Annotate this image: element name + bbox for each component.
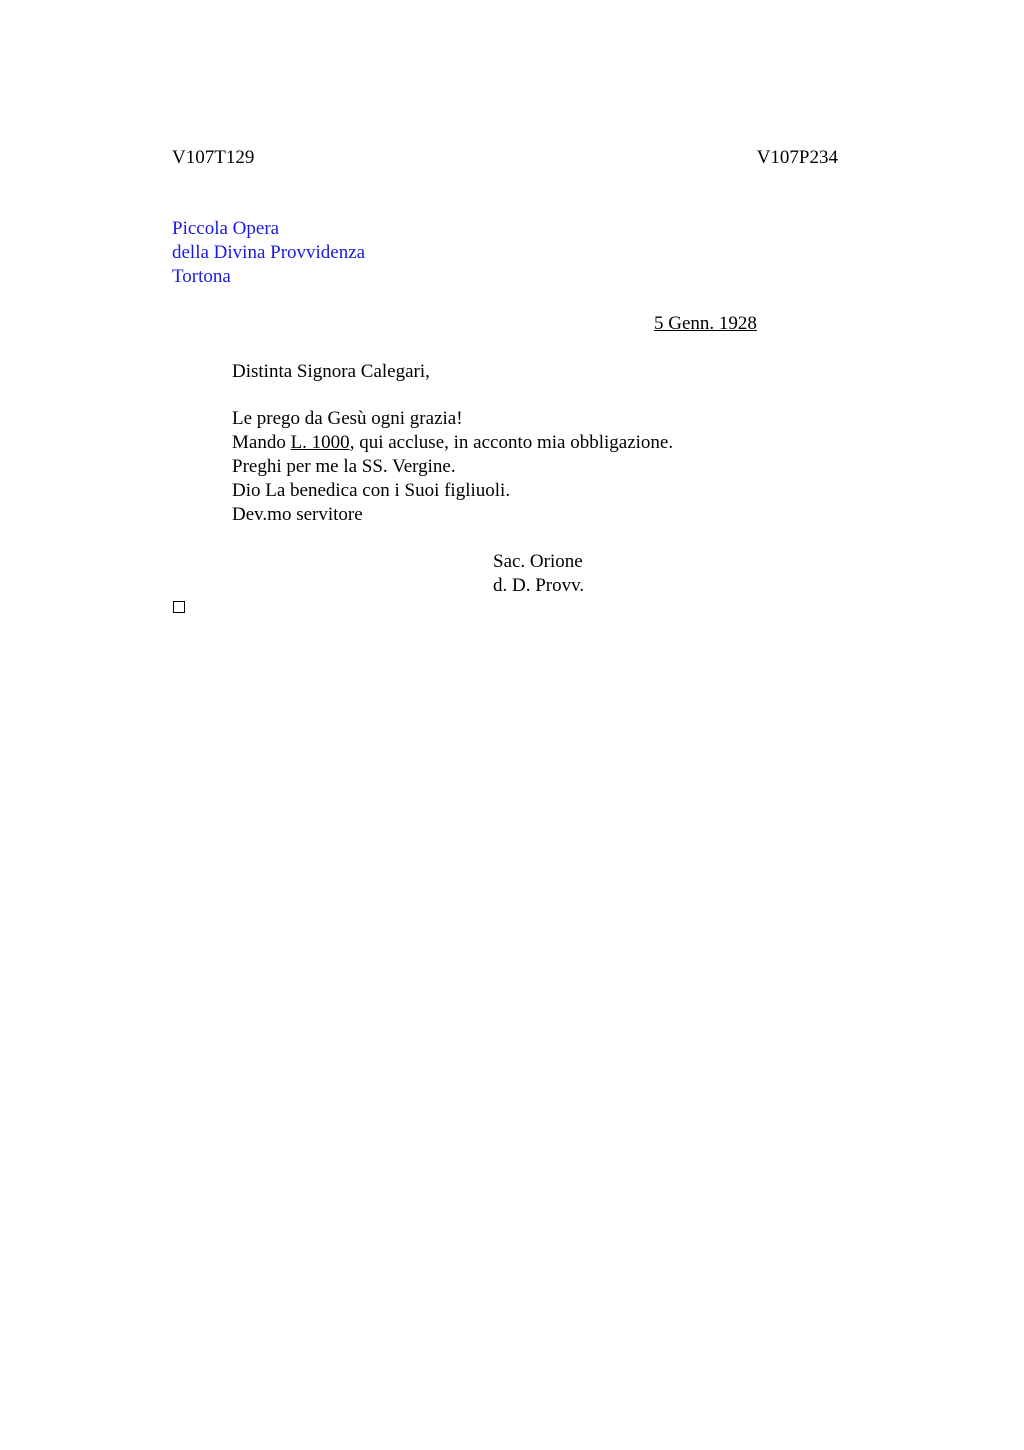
letterhead-line: della Divina Provvidenza xyxy=(172,242,366,263)
body-line: Preghi per me la SS. Vergine. xyxy=(232,456,456,477)
body-line xyxy=(232,431,673,455)
square-outline-icon xyxy=(173,601,185,613)
signature-line: Sac. Orione xyxy=(493,551,583,572)
letterhead-line: Piccola Opera xyxy=(172,218,280,239)
letter-date: 5 Genn. 1928 xyxy=(654,313,757,334)
amount: L. 1000 xyxy=(290,432,350,453)
letterhead-line: Tortona xyxy=(172,266,231,287)
signature-line: d. D. Provv. xyxy=(493,575,585,596)
body-text: , qui accluse, in acconto mia obbligazione. xyxy=(349,432,674,453)
body-text: Mando xyxy=(232,432,291,453)
salutation: Distinta Signora Calegari, xyxy=(232,361,430,382)
body-line: Dio La benedica con i Suoi figliuoli. xyxy=(232,480,511,501)
letter-body xyxy=(232,407,673,527)
body-line: Dev.mo servitore xyxy=(232,504,363,525)
reference-code-right: V107P234 xyxy=(756,147,838,168)
reference-code-left: V107T129 xyxy=(172,147,255,168)
body-line: Le prego da Gesù ogni grazia! xyxy=(232,408,463,429)
letterhead xyxy=(172,217,365,289)
signature xyxy=(493,550,584,598)
